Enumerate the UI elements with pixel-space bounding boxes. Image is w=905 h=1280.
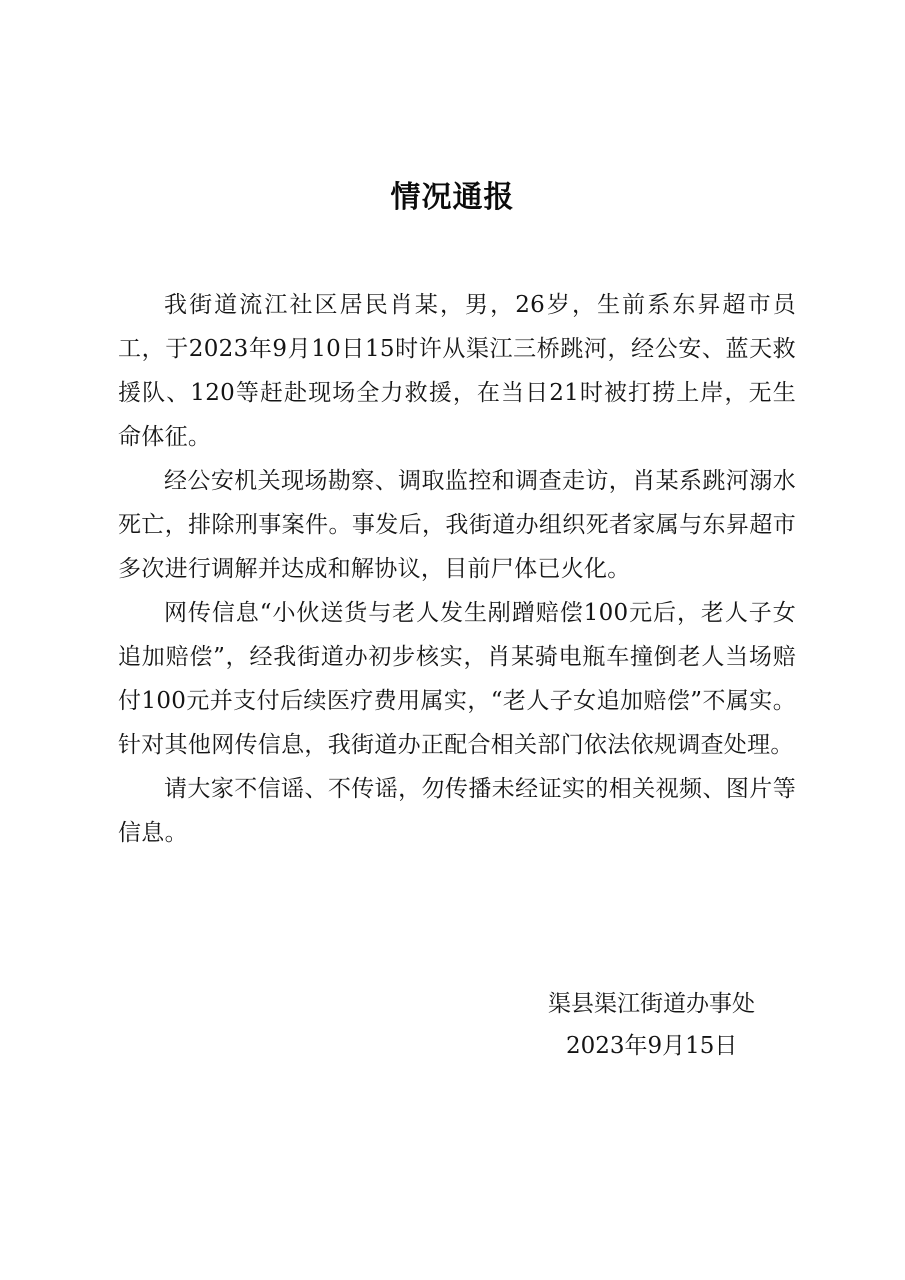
paragraph-investigation: 经公安机关现场勘察、调取监控和调查走访，肖某系跳河溺水死亡，排除刑事案件。事发后，我街道办组织死者家属与东昇超市多次进行调解并达成和解协议，目前尸体已火化。 [118,468,796,582]
document-title: 情况通报 [390,180,515,215]
paragraph-appeal: 请大家不信谣、不传谣，勿传播未经证实的相关视频、图片等信息。 [118,776,796,846]
issuing-organization: 渠县渠江街道办事处 [548,991,755,1017]
issue-date: 2023年9月15日 [566,1033,738,1059]
document-body [118,283,796,855]
signature-block [540,983,780,1067]
paragraph-rumor-verification: 网传信息“小伙送货与老人发生剐蹭赔偿100元后，老人子女追加赔偿”，经我街道办初步核实，肖某骑电瓶车撞倒老人当场赔付100元并支付后续医疗费用属实，“老人子女追加赔偿”不属实。针对其他网传信息，我街道办正配合相关部门依法依规调查处理。 [118,600,796,758]
paragraph-incident: 我街道流江社区居民肖某，男，26岁，生前系东昇超市员工，于2023年9月10日15时许从渠江三桥跳河，经公安、蓝天救援队、120等赶赴现场全力救援，在当日21时被打捞上岸，无生命体征。 [118,292,796,450]
